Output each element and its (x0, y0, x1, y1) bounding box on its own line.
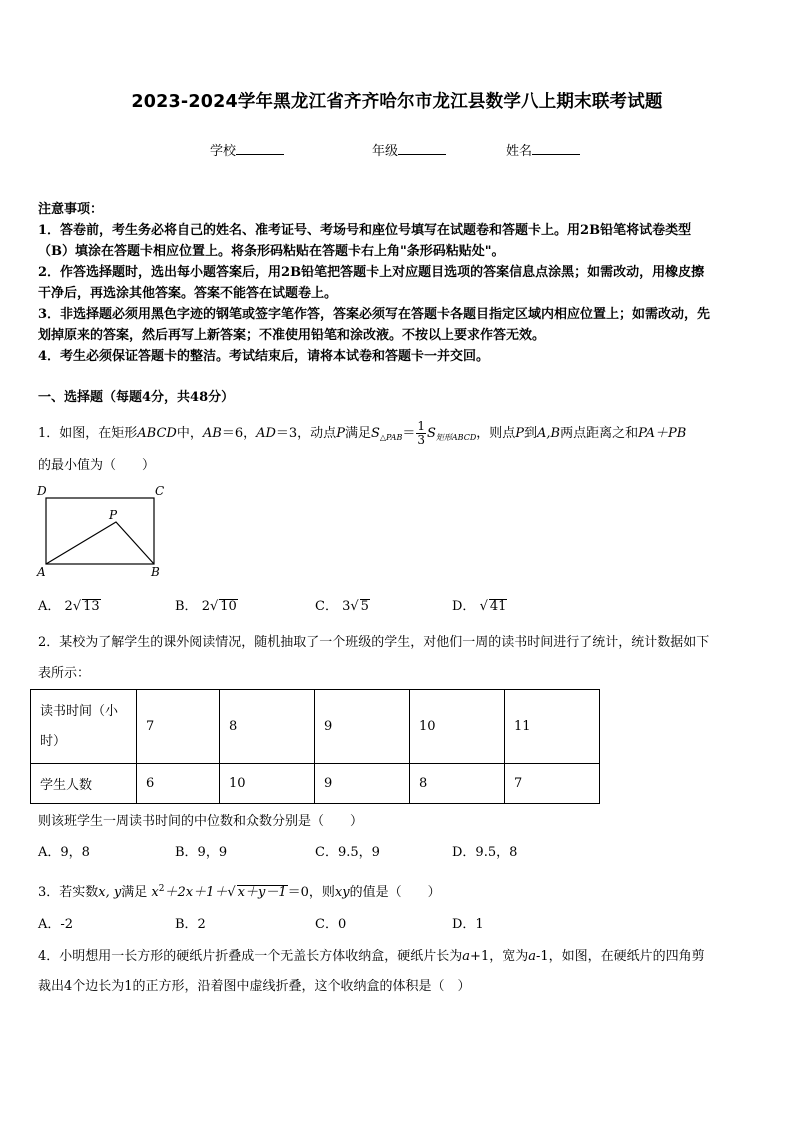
notice-line: 1．答卷前，考生务必将自己的姓名、准考证号、考场号和座位号填写在试题卷和答题卡上。用2B铅笔将试卷类型 (38, 223, 692, 238)
table-cell: 7 (505, 764, 600, 804)
notice-line: 4．考生必须保证答题卡的整洁。考试结束后，请将本试卷和答题卡一并交回。 (38, 349, 490, 364)
q1-text: 满足 (344, 426, 371, 441)
triangle-pab (46, 522, 154, 564)
q1-option-a[interactable] (38, 597, 101, 617)
q2-option-d[interactable]: D．9.5，8 (452, 845, 518, 860)
q1-var: AB (202, 426, 222, 441)
option-radicand: 41 (489, 599, 507, 614)
q4-var: a (528, 949, 536, 964)
q2-option-a[interactable]: A．9，8 (38, 845, 90, 860)
q1-fraction (416, 420, 426, 447)
q1-var: A,B (537, 426, 561, 441)
sqrt-sign: √ (479, 599, 488, 614)
q2-option-c[interactable]: C．9.5，9 (315, 845, 380, 860)
table-header-cell (31, 690, 137, 764)
table-header-cell: 学生人数 (31, 764, 137, 804)
q1-expr: PA＋PB (638, 426, 687, 441)
table-cell: 9 (315, 764, 410, 804)
notice-line: 干净后，再选涂其他答案。答案不能答在试题卷上。 (38, 286, 338, 301)
table-cell: 7 (137, 690, 220, 764)
notice-heading: 注意事项： (38, 202, 104, 217)
grade-field (372, 140, 446, 159)
q3-var: x (151, 885, 159, 900)
table-cell: 8 (410, 764, 505, 804)
q3-option-b[interactable]: B．2 (175, 917, 206, 932)
option-radicand: 13 (83, 599, 100, 614)
q3-exponent: 2 (158, 884, 165, 894)
q1-text: ＝ (402, 426, 416, 441)
option-coef: 2 (201, 599, 210, 614)
option-radicand: 5 (360, 599, 369, 614)
header-text: 时） (40, 733, 67, 749)
option-letter: C． (315, 599, 338, 614)
sqrt-sign: √ (72, 599, 82, 614)
school-label: 学校 (210, 144, 237, 159)
q3-text: 3．若实数 (38, 885, 99, 900)
q1-text: ＝6， (221, 426, 257, 441)
q3-var: x, y (98, 885, 122, 900)
q2-question: 则该班学生一周读书时间的中位数和众数分别是（ ） (38, 814, 364, 829)
label-p: P (109, 508, 118, 522)
table-cell: 8 (220, 690, 315, 764)
label-a: A (37, 565, 46, 579)
q1-subscript: 矩形ABCD (435, 433, 477, 442)
grade-blank[interactable] (398, 142, 446, 155)
label-d: D (37, 484, 47, 498)
option-letter: A． (38, 599, 61, 614)
q3-text: 满足 (121, 885, 148, 900)
q2-stem-2: 表所示： (38, 666, 91, 681)
section-heading: 一、选择题（每题4分，共48分） (38, 390, 235, 405)
q1-subscript: △PAB (379, 433, 403, 442)
option-radicand: 10 (220, 599, 237, 614)
table-cell: 9 (315, 690, 410, 764)
q3-option-d[interactable]: D．1 (452, 917, 484, 932)
option-letter: B． (175, 599, 198, 614)
q1-stem (38, 420, 686, 448)
table-row (31, 690, 600, 764)
name-blank[interactable] (532, 142, 580, 155)
header-text: 读书时间（小 (40, 703, 119, 719)
sqrt-sign: √ (209, 599, 219, 614)
q4-text: 4．小明想用一长方形的硬纸片折叠成一个无盖长方体收纳盒，硬纸片长为 (38, 949, 463, 964)
q2-option-b[interactable]: B．9，9 (175, 845, 228, 860)
page-title: 2023-2024学年黑龙江省齐齐哈尔市龙江县数学八上期末联考试题 (131, 92, 663, 112)
q3-option-c[interactable]: C．0 (315, 917, 347, 932)
q4-text: +1，宽为 (470, 949, 529, 964)
q1-option-b[interactable] (175, 597, 238, 617)
q1-var: S (370, 426, 380, 441)
q1-var: P (515, 426, 524, 441)
q4-var: a (462, 949, 471, 964)
q3-var: xy (334, 885, 350, 900)
q1-text: 中， (176, 426, 203, 441)
q1-frac-num: 1 (417, 419, 425, 433)
option-coef: 2 (64, 599, 73, 614)
q3-radicand: x＋y－1 (237, 885, 287, 900)
table-cell: 11 (505, 690, 600, 764)
q3-text: 的值是（ ） (349, 885, 441, 900)
label-b: B (151, 565, 160, 579)
q1-option-c[interactable] (315, 597, 370, 617)
q1-text: ＝3，动点 (275, 426, 337, 441)
table-cell: 10 (410, 690, 505, 764)
q1-var: S (426, 426, 436, 441)
notice-line: 划掉原来的答案，然后再写上新答案；不准使用铅笔和涂改液。不按以上要求作答无效。 (38, 328, 546, 343)
notice-line: 3．非选择题必须用黑色字迹的钢笔或签字笔作答，答案必须写在答题卡各题目指定区域内相应位置上；如需改动，先 (38, 307, 711, 322)
option-coef: 3 (342, 599, 351, 614)
q1-var: P (336, 426, 345, 441)
q1-option-d[interactable] (452, 597, 507, 617)
label-c: C (155, 484, 165, 498)
q2-stem: 2．某校为了解学生的课外阅读情况，随机抽取了一个班级的学生，对他们一周的读书时间进行了统计，统计数据如下 (38, 635, 710, 650)
q1-stem-2: 的最小值为（ ） (38, 458, 156, 473)
q1-text: 1．如图，在矩形 (38, 426, 138, 441)
reading-time-table (30, 689, 600, 804)
q1-text: ，则点 (476, 426, 516, 441)
q1-rectangle-figure (34, 484, 174, 580)
notice-line: （B）填涂在答题卡相应位置上。将条形码粘贴在答题卡右上角"条形码粘贴处"。 (38, 244, 505, 259)
option-letter: D． (452, 599, 476, 614)
q3-text: ，则 (308, 885, 335, 900)
q1-text: 两点距离之和 (560, 426, 639, 441)
table-cell: 6 (137, 764, 220, 804)
sqrt-sign: √ (350, 599, 359, 614)
school-blank[interactable] (236, 142, 284, 155)
q4-stem (38, 947, 705, 967)
sqrt-sign: √ (227, 885, 236, 900)
q1-var: ABCD (137, 426, 177, 441)
q3-expr: ＝0 (287, 885, 309, 900)
notice-line: 2．作答选择题时，选出每小题答案后，用2B铅笔把答题卡上对应题目选项的答案信息点涂黑；如需改动，用橡皮擦 (38, 265, 705, 280)
grade-label: 年级 (372, 144, 399, 159)
q3-option-a[interactable]: A．-2 (38, 917, 74, 932)
q1-frac-den: 3 (417, 433, 425, 447)
q4-text: -1，如图，在硬纸片的四角剪 (535, 949, 705, 964)
q3-expr: ＋2x＋1＋ (164, 885, 228, 900)
table-row (31, 764, 600, 804)
q3-stem (38, 879, 441, 903)
name-label: 姓名 (506, 144, 533, 159)
q1-text: 到 (524, 426, 538, 441)
q1-var: AD (256, 426, 276, 441)
school-field (210, 140, 284, 159)
table-cell: 10 (220, 764, 315, 804)
name-field (506, 140, 580, 159)
q4-stem-2: 裁出4个边长为1的正方形，沿着图中虚线折叠，这个收纳盒的体积是（ ） (38, 979, 471, 994)
